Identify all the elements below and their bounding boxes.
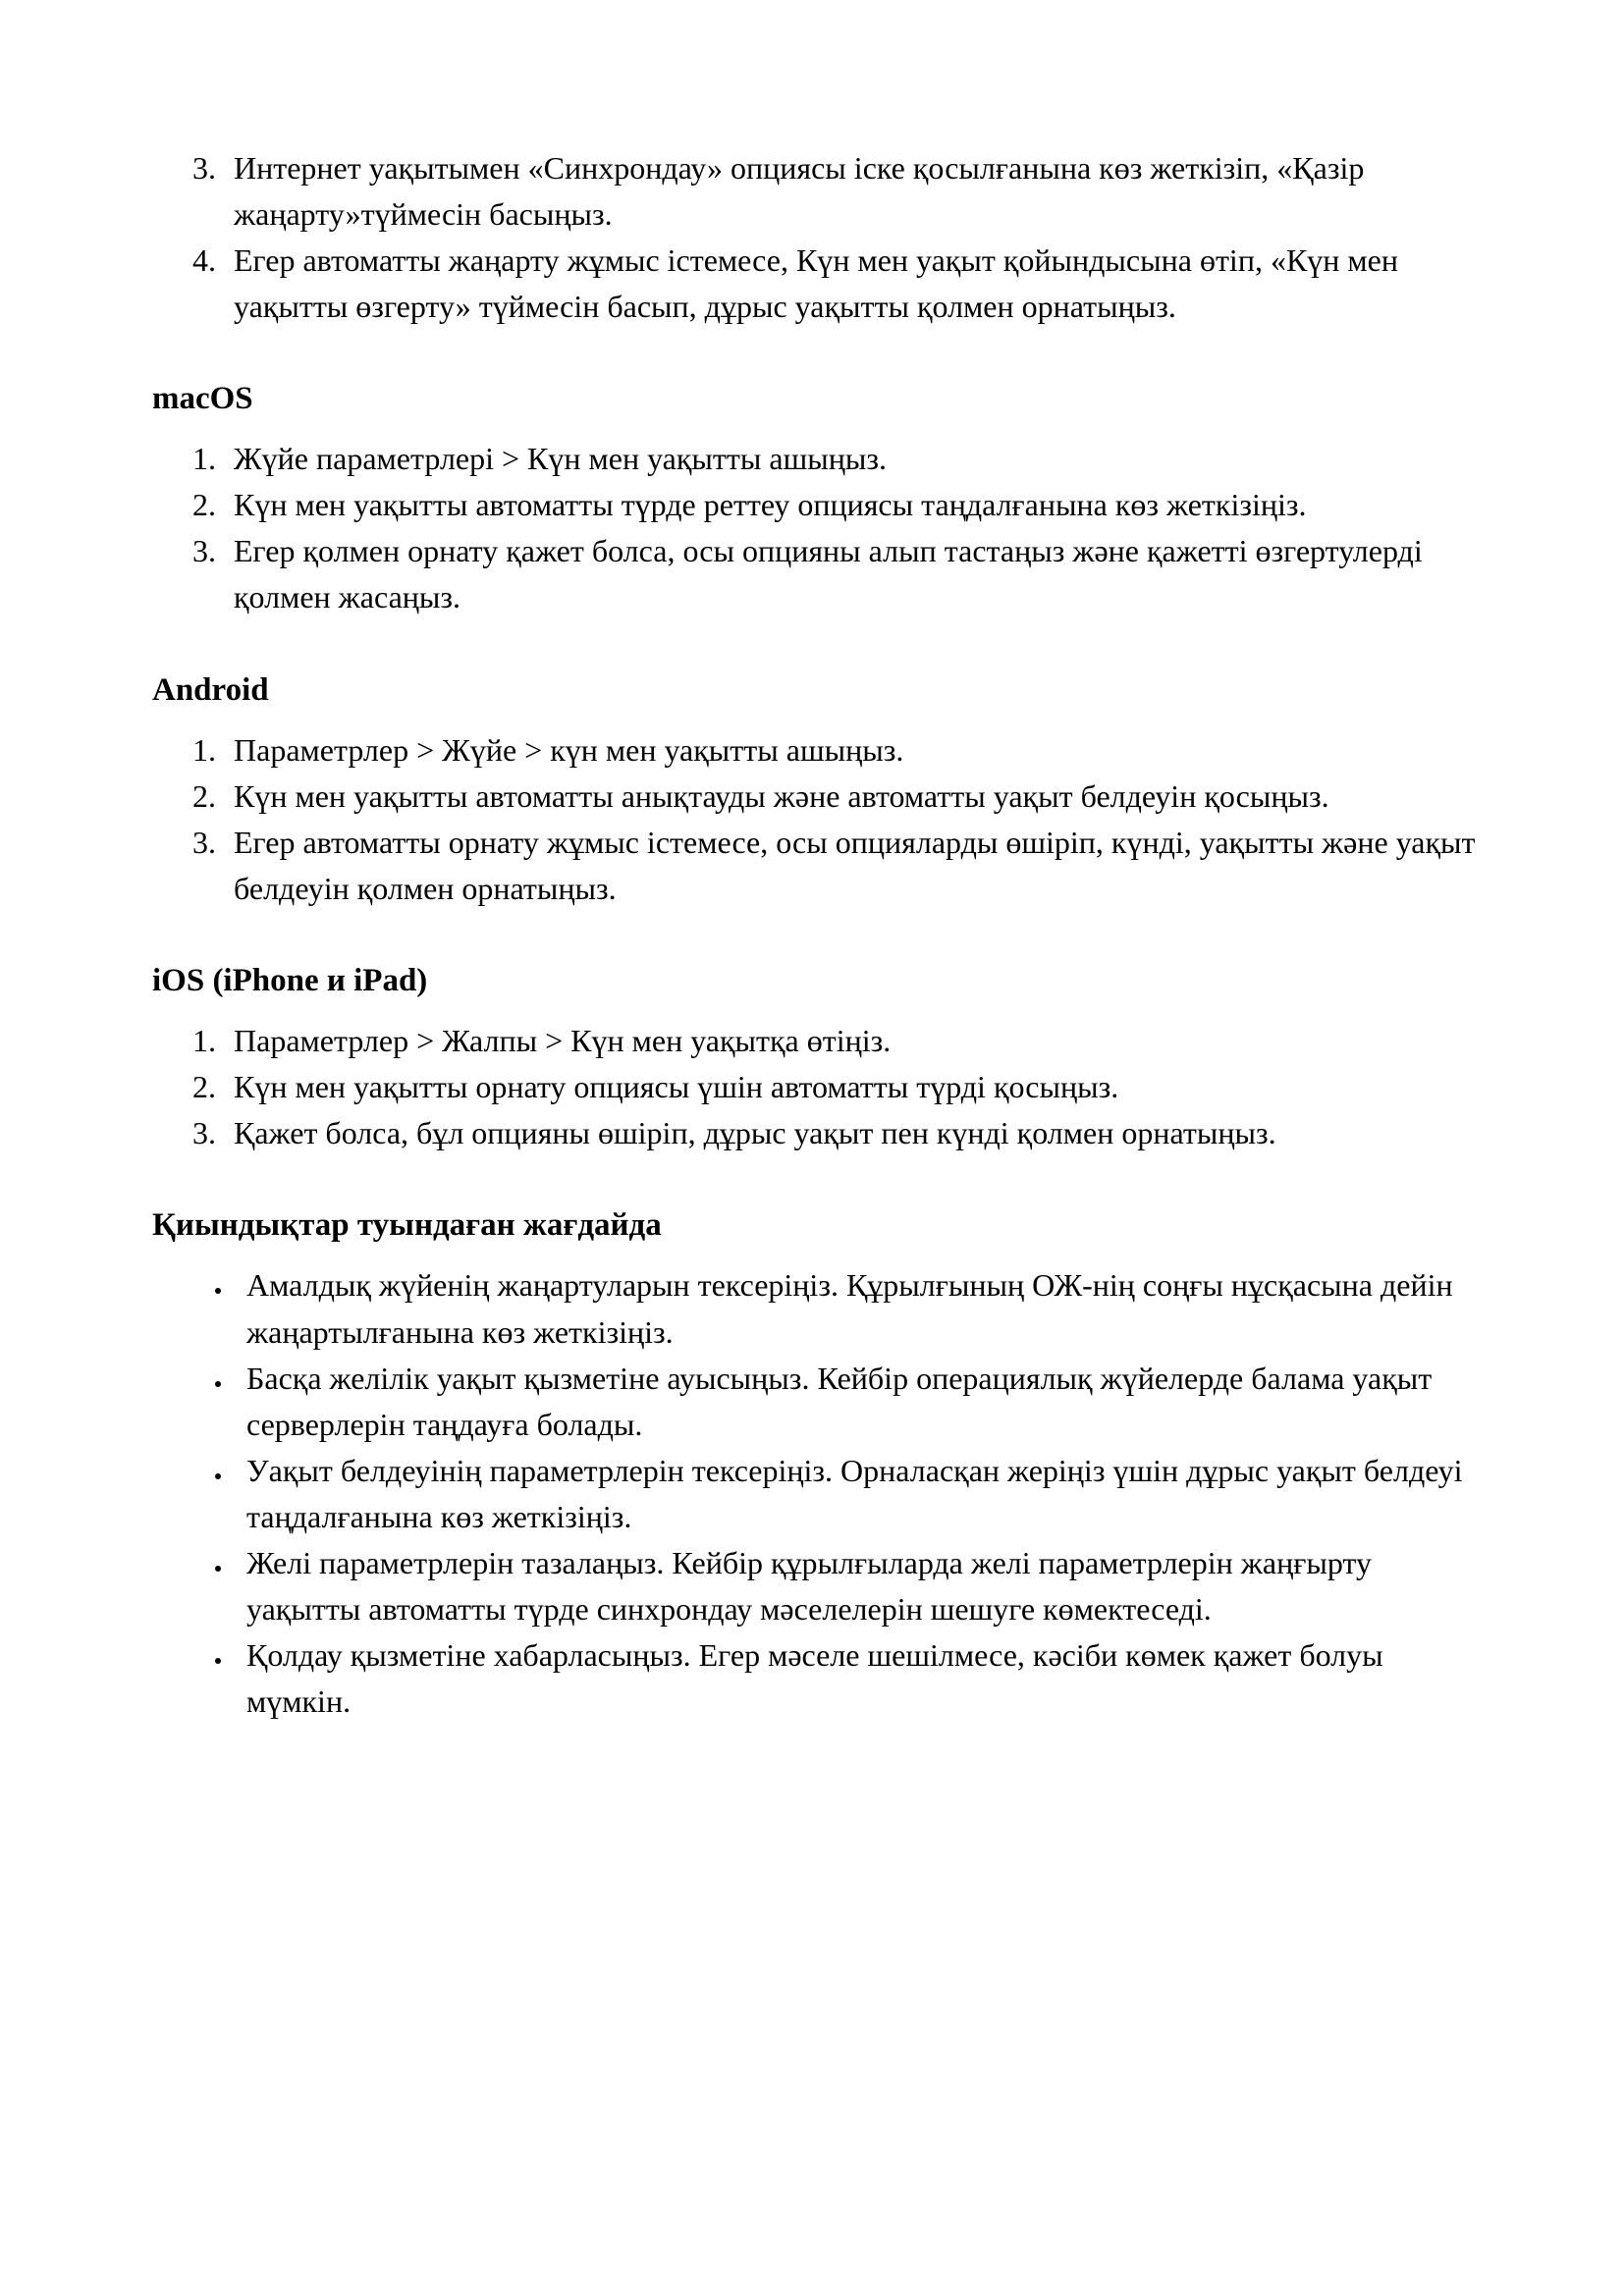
list-item: 1. Жүйе параметрлері > Күн мен уақытты ашыңыз.	[224, 436, 1477, 482]
section-heading-android: Android	[152, 671, 269, 708]
list-item: 2. Күн мен уақытты орнату опциясы үшін автоматты түрді қосыңыз.	[224, 1064, 1477, 1110]
list-item: • Амалдық жүйенің жаңартуларын тексеріңіз. Құрылғының ОЖ-нің соңғы нұсқасына дейін жаңартылғанына көз жеткізіңіз.	[233, 1262, 1464, 1355]
list-item: 1. Параметрлер > Жүйе > күн мен уақытты ашыңыз.	[224, 727, 1477, 774]
troubleshooting-bullet-list	[152, 1262, 1477, 1724]
list-item: 4. Егер автоматты жаңарту жұмыс істемесе, Күн мен уақыт қойындысына өтіп, «Күн мен уақытты өзгерту» түймесін басып, дұрыс уақытты қолмен орнатыңыз.	[224, 238, 1477, 330]
list-item: 3. Егер қолмен орнату қажет болса, осы опцияны алып тастаңыз және қажетті өзгертулерді қолмен жасаңыз.	[224, 528, 1477, 620]
list-item: 3. Интернет уақытымен «Синхрондау» опциясы іске қосылғанына көз жеткізіп, «Қазір жаңарту»түймесін басыңыз.	[224, 145, 1477, 238]
section-heading-ios: iOS (iPhone и iPad)	[152, 962, 428, 998]
list-item: 3. Егер автоматты орнату жұмыс істемесе, осы опцияларды өшіріп, күнді, уақытты және уақыт белдеуін қолмен орнатыңыз.	[224, 820, 1477, 912]
list-item: • Желі параметрлерін тазалаңыз. Кейбір құрылғыларда желі параметрлерін жаңғырту уақытты автоматты түрде синхрондау мәселелерін шешуге көмектеседі.	[233, 1540, 1464, 1632]
list-item: 2. Күн мен уақытты автоматты анықтауды және автоматты уақыт белдеуін қосыңыз.	[224, 774, 1477, 820]
section-heading-troubleshooting: Қиындықтар туындаған жағдайда	[152, 1207, 662, 1244]
android-ordered-list	[152, 727, 1477, 912]
list-item: 2. Күн мен уақытты автоматты түрде реттеу опциясы таңдалғанына көз жеткізіңіз.	[224, 482, 1477, 528]
list-item: • Уақыт белдеуінің параметрлерін тексеріңіз. Орналасқан жеріңіз үшін дұрыс уақыт белдеуі таңдалғанына көз жеткізіңіз.	[233, 1448, 1464, 1540]
list-item: • Қолдау қызметіне хабарласыңыз. Егер мәселе шешілмесе, кәсіби көмек қажет болуы мүмкін.	[233, 1632, 1464, 1725]
ios-ordered-list	[152, 1018, 1477, 1156]
intro-ordered-list	[152, 145, 1477, 330]
macos-ordered-list	[152, 436, 1477, 620]
list-item: 3. Қажет болса, бұл опцияны өшіріп, дұрыс уақыт пен күнді қолмен орнатыңыз.	[224, 1110, 1477, 1156]
list-item: 1. Параметрлер > Жалпы > Күн мен уақытқа өтіңіз.	[224, 1018, 1477, 1064]
section-heading-macos: macOS	[152, 381, 253, 417]
list-item: • Басқа желілік уақыт қызметіне ауысыңыз. Кейбір операциялық жүйелерде балама уақыт серверлерін таңдауға болады.	[233, 1356, 1464, 1448]
